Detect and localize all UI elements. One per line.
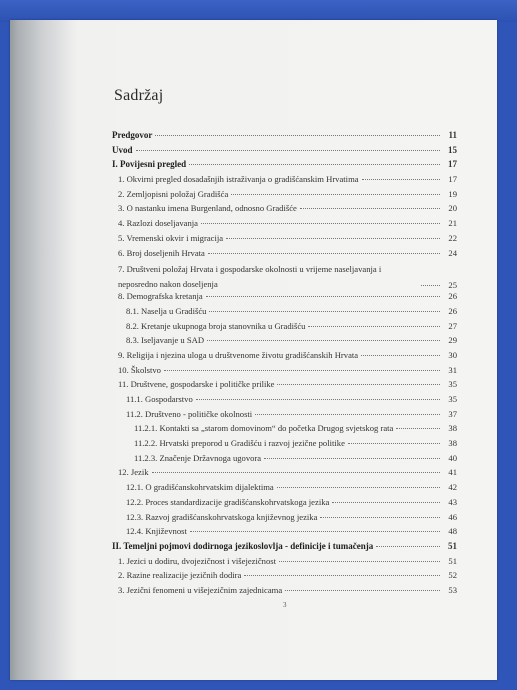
- toc-entry-page: 42: [448, 482, 457, 493]
- dot-leader: [308, 326, 440, 327]
- dot-leader: [277, 487, 440, 488]
- toc-entry-page: 53: [448, 584, 457, 595]
- toc-entry-label: 11.2.1. Kontakti sa „starom domovinom“ do početka Drugog svjetskog rata: [134, 423, 394, 434]
- dot-leader: [226, 238, 440, 239]
- toc-entry: [112, 321, 457, 336]
- dot-leader: [320, 517, 440, 518]
- dot-leader: [152, 472, 440, 473]
- toc-entry-page: 31: [448, 364, 457, 375]
- page-number: 3: [283, 601, 287, 609]
- toc-entry: [112, 379, 457, 394]
- toc-entry: [112, 438, 457, 453]
- dot-leader: [231, 194, 440, 195]
- toc-entry-page: 24: [448, 247, 457, 258]
- toc-entry: [112, 365, 457, 380]
- toc-entry-label: 9. Religija i njezina uloga u društvenome životu gradišćanskih Hrvata: [118, 349, 359, 360]
- dot-leader: [396, 428, 440, 429]
- toc-entry: [112, 203, 457, 218]
- dot-leader: [244, 575, 440, 576]
- toc-entry-page: 19: [448, 188, 457, 199]
- toc-entry-label: 8.1. Naselja u Gradišću: [126, 305, 207, 316]
- toc-entry: [112, 335, 457, 350]
- toc-entry-page: 41: [448, 467, 457, 478]
- dot-leader: [255, 414, 440, 415]
- toc-entry-label: 12.3. Razvoj gradišćanskohrvatskoga književnog jezika: [126, 511, 318, 522]
- toc-entry: [112, 512, 457, 527]
- toc-entry-label: 3. O nastanku imena Burgenland, odnosno Gradišće: [118, 203, 297, 214]
- background-top: [0, 0, 517, 22]
- dot-leader: [361, 355, 440, 356]
- toc-entry-label: 10. Školstvo: [118, 364, 161, 375]
- dot-leader: [164, 370, 440, 371]
- dot-leader: [285, 590, 440, 591]
- toc-entry-page: 26: [448, 291, 457, 302]
- toc-entry-label: 11.2. Društveno - političke okolnosti: [126, 408, 253, 419]
- page-binding-shadow: [10, 20, 78, 680]
- toc-entry-label: 11.2.2. Hrvatski preporod u Gradišću i razvoj jezične politike: [134, 438, 345, 449]
- toc-entry-label: 7. Društveni položaj Hrvata i gospodarske okolnosti u vrijeme naseljavanja i neposredno nakon doseljenja: [118, 264, 382, 289]
- toc-entry-page: 51: [448, 540, 457, 551]
- toc-entry: [112, 159, 457, 174]
- toc-entry-page: 20: [448, 203, 457, 214]
- toc-entry-label: 1. Okvirni pregled dosadašnjih istraživanja o gradišćanskim Hrvatima: [118, 174, 359, 185]
- toc-entry-page: 25: [448, 279, 457, 290]
- toc-entry-page: 26: [448, 305, 457, 316]
- toc-entry: [112, 262, 457, 291]
- dot-leader: [201, 223, 440, 224]
- toc-entry: [112, 556, 457, 571]
- toc-entry-label: 11.2.3. Značenje Državnoga ugovora: [134, 452, 262, 463]
- toc-entry: [112, 409, 457, 424]
- toc-entry-label: 11.1. Gospodarstvo: [126, 394, 193, 404]
- toc-entry-page: 15: [448, 144, 457, 155]
- dot-leader: [376, 546, 440, 547]
- toc-entry: [112, 467, 457, 482]
- page-title: Sadržaj: [114, 87, 164, 104]
- toc-entry: [112, 291, 457, 306]
- toc-entry-label: 11. Društvene, gospodarske i političke prilike: [118, 379, 275, 390]
- toc-entry: [112, 174, 457, 189]
- toc-entry-page: 46: [448, 511, 457, 522]
- dot-leader: [155, 135, 440, 136]
- toc-entry-label: I. Povijesni pregled: [112, 159, 187, 170]
- toc-entry-label: 6. Broj doseljenih Hrvata: [118, 247, 205, 258]
- toc-entry-page: 35: [448, 394, 457, 404]
- toc-entry-label: 12. Jezik: [118, 467, 149, 478]
- toc-entry: [112, 526, 457, 541]
- toc-entry-label: Predgovor: [112, 130, 153, 140]
- toc-entry-label: 3. Jezični fenomeni u višejezičnim zajednicama: [118, 584, 283, 595]
- toc-entry-page: 35: [448, 379, 457, 390]
- toc-entry: [112, 233, 457, 248]
- toc-entry-page: 43: [448, 496, 457, 507]
- toc-entry-label: 12.4. Književnost: [126, 526, 187, 537]
- toc-entry-label: 2. Zemljopisni položaj Gradišća: [118, 188, 229, 199]
- toc-entry-label: 12.1. O gradišćanskohrvatskim dijalektima: [126, 482, 274, 493]
- toc-entry-label: 8.2. Kretanje ukupnoga broja stanovnika u Gradišću: [126, 320, 306, 331]
- toc-entry: [112, 218, 457, 233]
- toc-entry-page: 22: [448, 232, 457, 243]
- dot-leader: [206, 296, 440, 297]
- toc-entry: [112, 497, 457, 512]
- dot-leader: [300, 208, 440, 209]
- toc-entry-label: 1. Jezici u dodiru, dvojezičnost i višejezičnost: [118, 555, 276, 566]
- toc-entry-label: 8. Demografska kretanja: [118, 291, 203, 302]
- toc-entry-page: 29: [448, 335, 457, 346]
- toc-entry: [112, 306, 457, 321]
- toc-entry: [112, 248, 457, 263]
- dot-leader: [332, 502, 440, 503]
- toc-entry: [112, 145, 457, 160]
- dot-leader: [277, 384, 440, 385]
- toc-entry-page: 21: [448, 218, 457, 229]
- dot-leader: [189, 164, 440, 165]
- toc-entry-label: 5. Vremenski okvir i migracija: [118, 232, 224, 243]
- dot-leader: [348, 443, 440, 444]
- toc-entry-page: 40: [448, 452, 457, 463]
- dot-leader: [362, 179, 440, 180]
- dot-leader: [207, 340, 440, 341]
- toc-entry: [112, 482, 457, 497]
- toc-entry: [112, 423, 457, 438]
- toc-entry-page: 17: [448, 159, 457, 170]
- toc-entry-page: 51: [448, 555, 457, 566]
- dot-leader: [209, 311, 440, 312]
- toc-entry-page: 38: [448, 423, 457, 434]
- toc-entry: [112, 394, 457, 409]
- toc-entry-page: 27: [448, 320, 457, 331]
- dot-leader: [136, 150, 440, 151]
- toc-entry-label: 8.3. Iseljavanje u SAD: [126, 335, 205, 346]
- toc-entry-page: 30: [448, 349, 457, 360]
- toc-entry-page: 17: [448, 174, 457, 185]
- toc-entry-label: II. Temeljni pojmovi dodirnoga jezikoslovlja - definicije i tumačenja: [112, 540, 374, 551]
- toc-entry-page: 11: [448, 130, 457, 140]
- dot-leader: [196, 399, 440, 400]
- dot-leader: [264, 458, 440, 459]
- dot-leader: [279, 561, 440, 562]
- toc-entry-page: 48: [448, 526, 457, 537]
- toc-entry-label: Uvod: [112, 144, 133, 155]
- toc-entry: [112, 453, 457, 468]
- toc-entry-page: 52: [448, 570, 457, 581]
- dot-leader: [208, 253, 440, 254]
- table-of-contents: [112, 130, 457, 600]
- toc-entry: [112, 585, 457, 600]
- toc-entry-page: 37: [448, 408, 457, 419]
- toc-entry-label: 2. Razine realizacije jezičnih dodira: [118, 570, 242, 581]
- toc-entry: [112, 189, 457, 204]
- toc-entry-label: 12.2. Proces standardizacije gradišćanskohrvatskoga jezika: [126, 496, 330, 507]
- toc-entry: [112, 350, 457, 365]
- toc-entry: [112, 130, 457, 145]
- dot-leader: [190, 531, 440, 532]
- toc-entry: [112, 541, 457, 556]
- toc-entry-label: 4. Razlozi doseljavanja: [118, 218, 198, 229]
- dot-leader: [421, 285, 440, 286]
- toc-entry: [112, 570, 457, 585]
- toc-entry-page: 38: [448, 438, 457, 449]
